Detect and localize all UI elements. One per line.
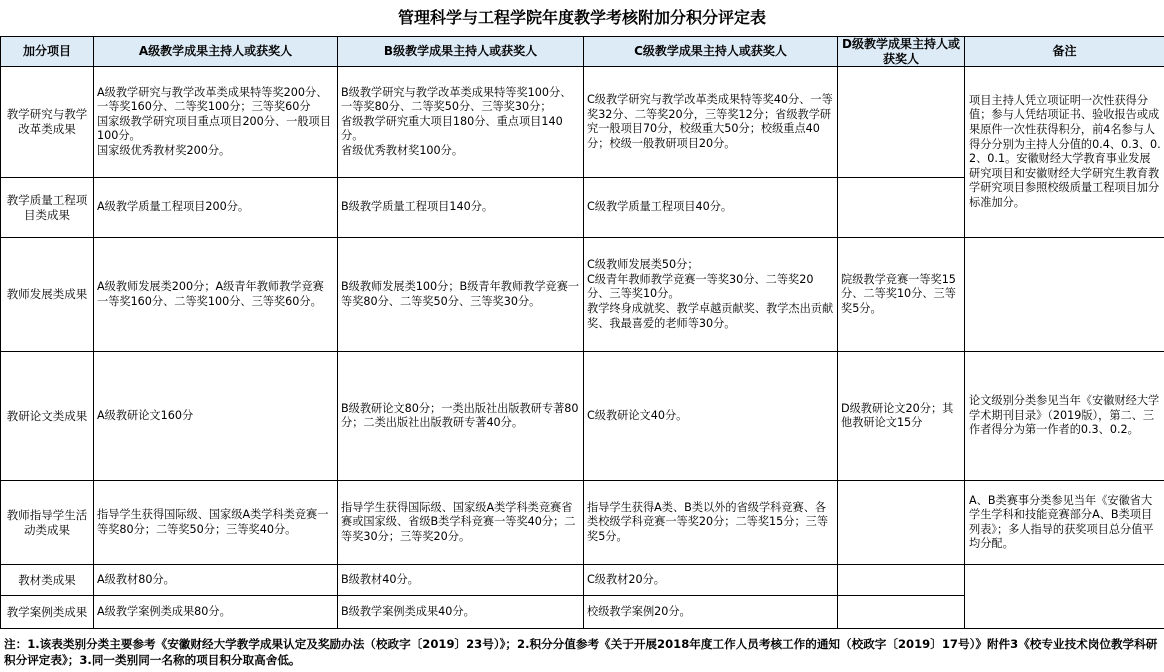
header-note: 备注 [965,37,1164,67]
cell-note: 论文级别分类参见当年《安徽财经大学学术期刊目录》（2019版），第二、三作者得分为第一作者的0.3、0.2。 [965,352,1164,481]
table-row [1,238,1164,352]
cell-c: C级教材20分。 [584,565,838,596]
table-row [1,565,1164,596]
cell-a: A级教师发展类200分；A级青年教师教学竞赛一等奖160分、二等奖100分、三等奖60分。 [94,238,338,352]
row-item-label: 教学案例类成果 [1,596,94,629]
cell-line: 国家级优秀教材奖200分。 [97,144,231,158]
cell-line: C级青年教师教学竞赛一等奖30分、二等奖20分、三等奖10分。 [587,272,814,301]
cell-a: A级教学案例类成果80分。 [94,596,338,629]
table-row [1,352,1164,481]
cell-d [838,67,965,178]
cell-a: A级教材80分。 [94,565,338,596]
footnote: 注：1.该表类别分类主要参考《安徽财经大学教学成果认定及奖励办法（校政字〔2019〕23号）》；2.积分分值参考《关于开展2018年度工作人员考核工作的通知（校政字〔2019〕17号）》附件3《校专业技术岗位教学科研积分评定表》；3.同一类别同一名称的项目积分取高舍低。 [4,637,1158,667]
cell-c: C级教学质量工程项目40分。 [584,178,838,238]
score-table [0,36,1164,629]
cell-line: B级教学研究与教学改革类成果特等奖100分、一等奖80分、二等奖50分、三等奖30分； [341,85,572,114]
cell-a: A级教学质量工程项目200分。 [94,178,338,238]
cell-note: 项目主持人凭立项证明一次性获得分值；参与人凭结项证书、验收报告或成果原件一次性获得积分，前4名参与人得分分别为主持人分值的0.4、0.3、0.2、0.1。安徽财经大学教育事业发展研究项目和安徽财经大学研究生教育教学研究项目参照校级质量工程项目加分标准加分。 [965,67,1164,238]
cell-line: 教学终身成就奖、教学卓越贡献奖、教学杰出贡献奖、我最喜爱的老师等30分。 [587,301,834,330]
cell-c: C级教研论文40分。 [584,352,838,481]
cell-line: 国家级教学研究项目重点项目200分、一般项目100分。 [97,114,331,143]
cell-b: 指导学生获得国际级、国家级A类学科类竞赛省赛或国家级、省级B类学科竞赛一等奖40分；二等奖30分；三等奖20分。 [338,481,584,565]
header-row [1,37,1164,67]
row-item-label: 教师指导学生活动类成果 [1,481,94,565]
cell-d: 院级教学竞赛一等奖15分、二等奖10分、三等奖5分。 [838,238,965,352]
cell-b: B级教学案例类成果40分。 [338,596,584,629]
header-d: D级教学成果主持人或获奖人 [838,37,965,67]
page-title: 管理科学与工程学院年度教学考核附加分积分评定表 [397,8,766,27]
cell-b: B级教师发展类100分；B级青年教师教学竞赛一等奖80分、二等奖50分、三等奖30分。 [338,238,584,352]
cell-c: 校级教学案例20分。 [584,596,838,629]
cell-c [584,238,838,352]
cell-d: D级教研论文20分；其他教研论文15分 [838,352,965,481]
cell-note [965,238,1164,352]
cell-line: 省级优秀教材奖100分。 [341,144,464,158]
row-item-label: 教材类成果 [1,565,94,596]
cell-b: B级教材40分。 [338,565,584,596]
header-a: A级教学成果主持人或获奖人 [94,37,338,67]
cell-d [838,481,965,565]
cell-c: C级教学研究与教学改革类成果特等奖40分、一等奖32分、二等奖20分，三等奖12分；省级教学研究一般项目70分，校级重大50分；校级重点40分；校级一般教研项目20分。 [584,67,838,178]
cell-line: C级教师发展类50分； [587,258,699,272]
cell-d [838,178,965,238]
cell-a: A级教研论文160分 [94,352,338,481]
header-c: C级教学成果主持人或获奖人 [584,37,838,67]
header-b: B级教学成果主持人或获奖人 [338,37,584,67]
cell-a: 指导学生获得国际级、国家级A类学科类竞赛一等奖80分；二等奖50分；三等奖40分。 [94,481,338,565]
cell-d [838,565,965,596]
row-item-label: 教学质量工程项目类成果 [1,178,94,238]
table-row [1,481,1164,565]
cell-a [94,67,338,178]
cell-b [338,67,584,178]
table-row [1,67,1164,178]
cell-d [838,596,965,629]
header-item: 加分项目 [1,37,94,67]
row-item-label: 教研论文类成果 [1,352,94,481]
cell-line: A级教学研究与教学改革类成果特等奖200分、一等奖160分、二等奖100分；三等奖60分 [97,85,328,114]
cell-b: B级教学质量工程项目140分。 [338,178,584,238]
cell-note [965,565,1164,629]
cell-line: 省级教学研究重大项目180分、重点项目140分。 [341,114,563,143]
cell-c: 指导学生获得A类、B类以外的省级学科竞赛、各类校级学科竞赛一等奖20分；二等奖15分；三等奖5分。 [584,481,838,565]
row-item-label: 教学研究与教学改革类成果 [1,67,94,178]
cell-note: A、B类赛事分类参见当年《安徽省大学生学科和技能竞赛部分A、B类项目列表》；多人指导的获奖项目总分值平均分配。 [965,481,1164,565]
row-item-label: 教师发展类成果 [1,238,94,352]
cell-b: B级教研论文80分；一类出版社出版教研专著80分；二类出版社出版教研专著40分。 [338,352,584,481]
